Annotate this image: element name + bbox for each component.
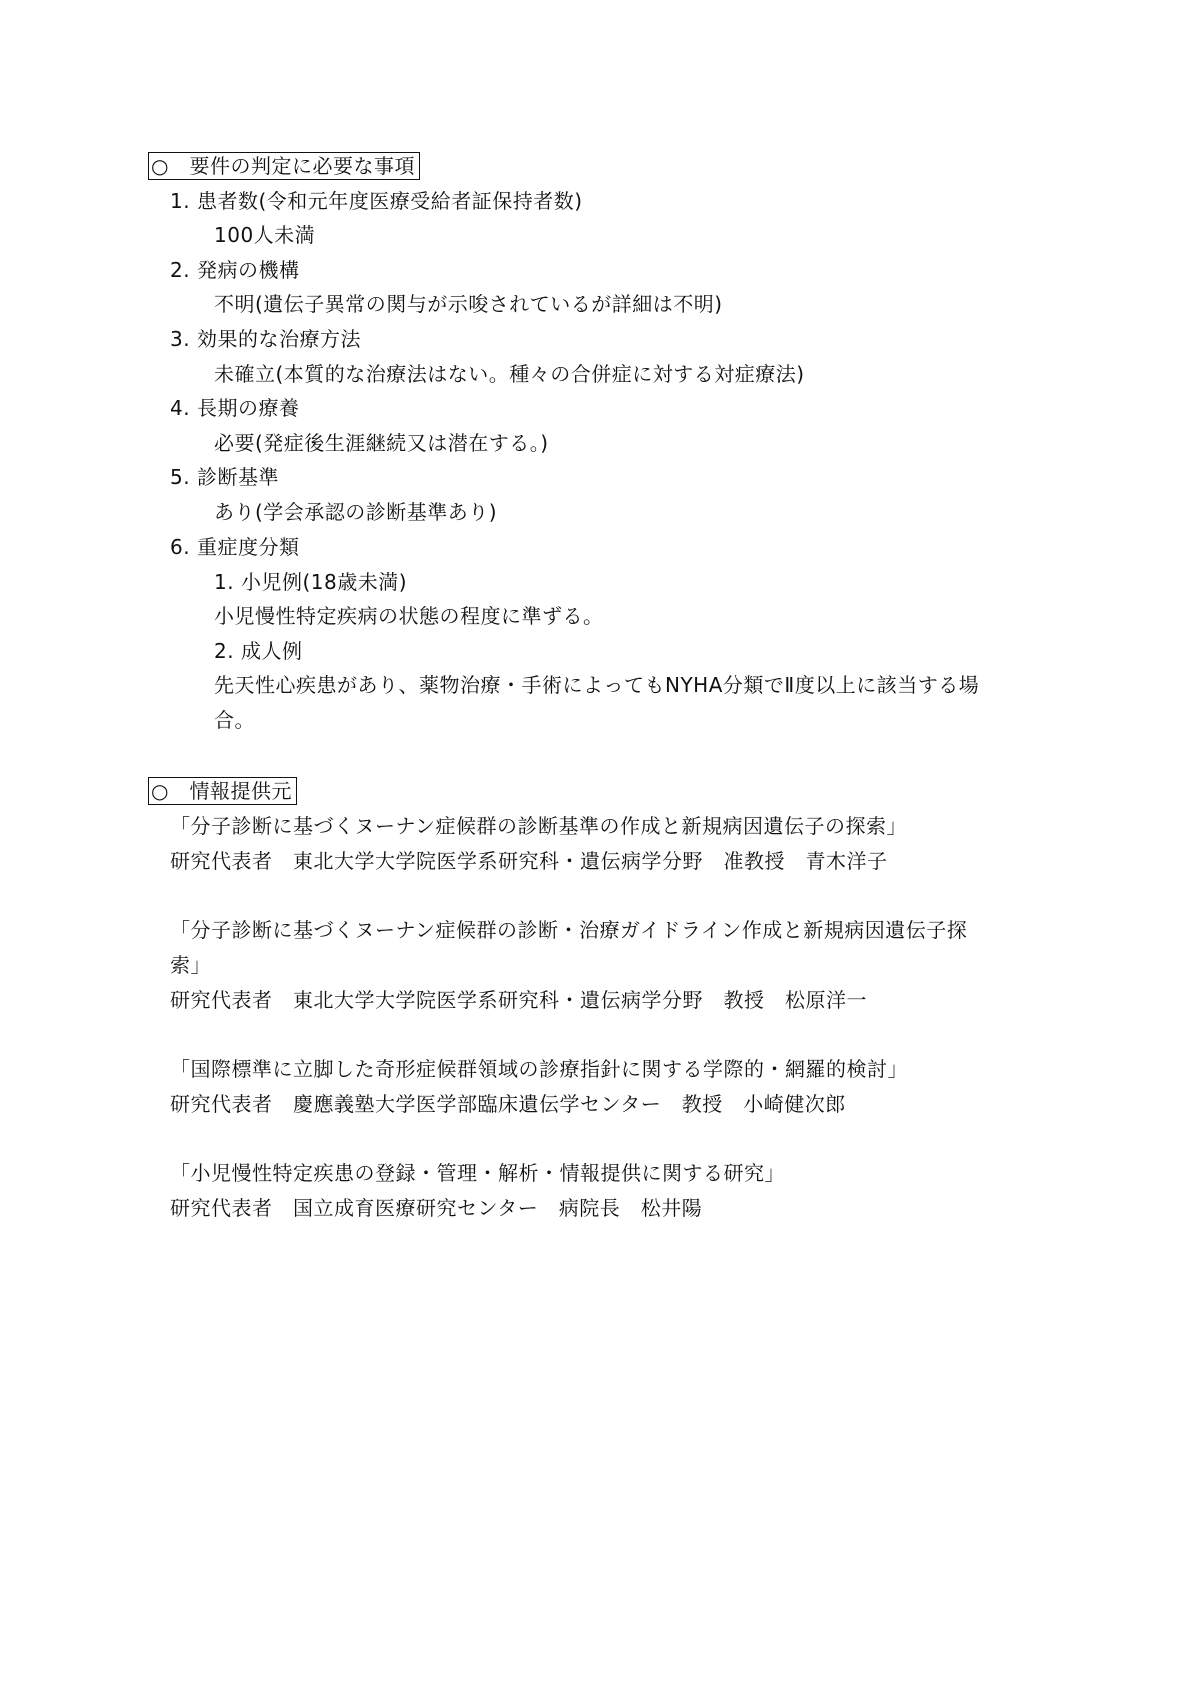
item-label: 3. 効果的な治療方法: [170, 327, 361, 351]
severity-sub-text: 先天性心疾患があり、薬物治療・手術によってもNYHA分類でⅡ度以上に該当する場: [214, 673, 980, 697]
item-detail: 必要(発症後生涯継続又は潜在する。): [214, 431, 549, 455]
severity-sub-label: 2. 成人例: [214, 639, 303, 663]
research-title: 「分子診断に基づくヌーナン症候群の診断基準の作成と新規病因遺伝子の探索」: [170, 814, 907, 838]
item-label: 6. 重症度分類: [170, 535, 300, 559]
severity-sub-text: 合。: [214, 708, 255, 732]
research-title: 「分子診断に基づくヌーナン症候群の診断・治療ガイドライン作成と新規病因遺伝子探: [170, 918, 968, 942]
item-detail: 未確立(本質的な治療法はない。種々の合併症に対する対症療法): [214, 362, 805, 386]
research-title: 「小児慢性特定疾患の登録・管理・解析・情報提供に関する研究」: [170, 1161, 785, 1185]
heading-box: ○ 要件の判定に必要な事項: [148, 152, 420, 180]
item-label: 4. 長期の療養: [170, 396, 300, 420]
research-representative: 研究代表者 東北大学大学院医学系研究科・遺伝病学分野 教授 松原洋一: [170, 988, 867, 1012]
research-representative: 研究代表者 慶應義塾大学医学部臨床遺伝学センター 教授 小崎健次郎: [170, 1092, 846, 1116]
research-title: 「国際標準に立脚した奇形症候群領域の診療指針に関する学際的・網羅的検討」: [170, 1057, 908, 1081]
section-heading-sources: [148, 779, 297, 803]
item-detail: 100人未満: [214, 223, 316, 247]
item-detail: 不明(遺伝子異常の関与が示唆されているが詳細は不明): [214, 292, 723, 316]
severity-sub-text: 小児慢性特定疾病の状態の程度に準ずる。: [214, 604, 604, 628]
research-title: 索」: [170, 953, 211, 977]
heading-box: ○ 情報提供元: [148, 777, 297, 805]
section-heading-requirements: [148, 154, 420, 178]
research-representative: 研究代表者 東北大学大学院医学系研究科・遺伝病学分野 准教授 青木洋子: [170, 849, 888, 873]
item-label: 1. 患者数(令和元年度医療受給者証保持者数): [170, 189, 583, 213]
item-label: 2. 発病の機構: [170, 258, 300, 282]
research-representative: 研究代表者 国立成育医療研究センター 病院長 松井陽: [170, 1196, 703, 1220]
item-label: 5. 診断基準: [170, 465, 279, 489]
severity-sub-label: 1. 小児例(18歳未満): [214, 570, 407, 594]
item-detail: あり(学会承認の診断基準あり): [214, 500, 498, 524]
